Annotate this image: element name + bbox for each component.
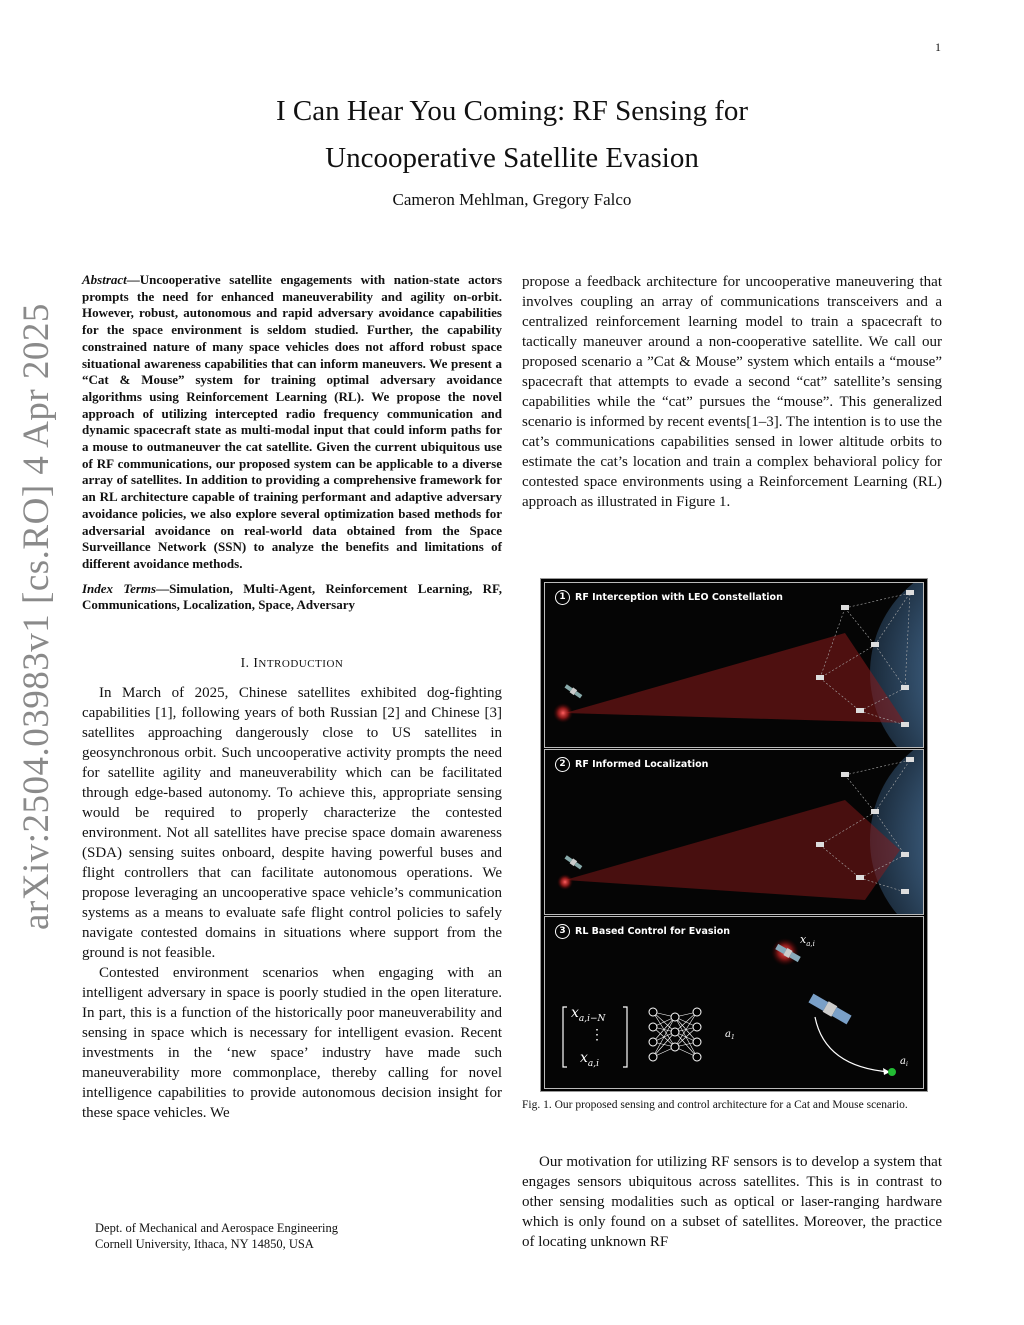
- panel-1-title: [555, 590, 783, 605]
- satellite-icon: [564, 854, 583, 870]
- abstract: [82, 272, 502, 573]
- label-vector-top: $x_{a,i-N}$: [571, 1005, 606, 1024]
- panel-3-illustration: [545, 917, 923, 1088]
- label-ai: $a_i$: [900, 1056, 908, 1068]
- abstract-lead: Abstract: [82, 272, 127, 287]
- neural-network-icon: [649, 1008, 701, 1061]
- affiliation-line-1: Dept. of Mechanical and Aerospace Engineering: [95, 1221, 338, 1235]
- cat-rf-glow: [557, 874, 573, 890]
- author-list: Cameron Mehlman, Gregory Falco: [392, 190, 632, 209]
- affiliation-line-2: Cornell University, Ithaca, NY 14850, USA: [95, 1237, 314, 1251]
- index-terms-lead: Index Terms: [82, 580, 157, 596]
- figure-math-labels: [571, 933, 908, 1069]
- figure-1: [540, 578, 928, 1092]
- figure-caption: Fig. 1. Our proposed sensing and control architecture for a Cat and Mouse scenario.: [522, 1099, 908, 1111]
- right-column-bottom: [522, 1152, 942, 1252]
- panel-2-number: 2: [555, 757, 570, 772]
- label-x-ai: $x_{a,i}$: [800, 933, 815, 948]
- affiliation-footnote: [95, 1220, 338, 1252]
- right-paragraph: propose a feedback architecture for uncooperative maneuvering that involves coupling an array of communications transceivers and a centralized reinforcement learning model to train a spacecraft to tactically maneuver around a non-cooperative satellite. We call our proposed scenario a ”Cat & Mouse” system which entails a “mouse” spacecraft that attempts to evade a second “cat” satellite’s sensing capabilities while the “cat” pursues the “mouse”. This generalized scenario is informed by recent events[1–3]. The intention is to use the cat’s communications capabilities sensed in lower altitude orbits to estimate the cat’s location and train a complex behavioral policy for contested space environments using a Reinforcement Learning (RL) approach as illustrated in Figure 1.: [522, 274, 942, 510]
- motivation-paragraph: Our motivation for utilizing RF sensors is to develop a system that engages sensors ubiquitous across satellites. This is in contrast to other sensing modalities such as optical or laser-ranging hardware which is only found on a subset of satellites. Moreover, the practice of locating unknown RF: [522, 1154, 942, 1250]
- index-terms: [82, 581, 502, 614]
- right-column: [522, 272, 942, 512]
- panel-3-title: [555, 924, 730, 939]
- panel-1-title-text: RF Interception with LEO Constellation: [575, 592, 783, 603]
- target-position-marker: [888, 1068, 896, 1076]
- panel-1-illustration: [545, 583, 923, 747]
- panel-3-title-text: RL Based Control for Evasion: [575, 926, 731, 937]
- rf-beam: [565, 633, 905, 723]
- evasion-path: [815, 1017, 890, 1072]
- section-title-rest: NTRODUCTION: [258, 658, 344, 671]
- label-vector-bottom: $x_{a,i}$: [580, 1050, 600, 1069]
- page-number: 1: [935, 40, 941, 54]
- mouse-satellite-icon: [808, 993, 852, 1025]
- paper-title: I Can Hear You Coming: RF Sensing for Uncooperative Satellite Evasion: [275, 95, 749, 174]
- intro-paragraph-2: Contested environment scenarios when engaging with an intelligent adversary in space is poorly studied in the open literature. In part, this is a function of the historically poor maneuverability and sensing in space which is necessary for intelligent evasion. Recent investments in the ‘new space’ industry have made such maneuverability more commonplace, thereby calling for novel intelligence capabilities to provide autonomous decision insight for these space vehicles. We: [82, 965, 502, 1122]
- label-a1: $a_1$: [725, 1029, 735, 1041]
- panel-2-illustration: [545, 750, 923, 914]
- satellite-icon: [564, 683, 583, 699]
- panel-3-number: 3: [555, 924, 570, 939]
- left-column: [82, 272, 502, 1123]
- section-number: I.: [240, 655, 250, 671]
- rf-localization-beams: [565, 800, 900, 900]
- panel-1-number: 1: [555, 590, 570, 605]
- label-vector-dots: ⋮: [590, 1027, 604, 1043]
- figure-panel-1: [544, 582, 924, 748]
- abstract-text: —Uncooperative satellite engagements with nation-state actors prompts the need for enhanced maneuverability and agility on-orbit. However, robust, autonomous and rapid adversary avoidance capabilities for the space environment is seldom studied. Further, the capability constrained nature of many space vehicles does not afford robust space situational awareness capabilities that can inform maneuvers. We present a “Cat & Mouse” system for training optimal adversary avoidance algorithms using Reinforcement Learning (RL). We propose the novel approach of utilizing intercepted radio frequency communication and dynamic spacecraft state as multi-modal input that could inform paths for a mouse to outmaneuver the cat satellite. Given the current ubiquitous use of RF communications, our proposed system can be applicable to a diverse array of satellites. In addition to providing a comprehensive framework for an RL architecture capable of training performant and adaptive adversary avoidance policies, we also explore several optimization based methods for adversarial avoidance on real-world data obtained from the Space Surveillance Network (SSN) to analyze the benefits and limitations of different avoidance methods.: [82, 272, 502, 571]
- index-terms-text: —Simulation, Multi-Agent, Reinforcement Learning, RF, Communications, Localization, Space, Adversary: [82, 580, 502, 613]
- intro-paragraph-1: In March of 2025, Chinese satellites exhibited dog-fighting capabilities [1], following years of both Russian [2] and Chinese [3] satellites approaching dangerously close to US satellites in geosynchronous orbit. Such uncooperative activity prompts the need for satellite agility and maneuverability which can be facilitated through edge-based autonomy. To achieve this, appropriate sensing would be required to properly characterize the contested environment. Not all satellites have precise space domain awareness (SDA) sensing suites onboard, despite having powerful buses and flight controllers that can facilitate autonomous operations. We propose leveraging an uncooperative space vehicle’s communication systems as a means to evaluate safe flight control policies to safely navigate contested domains in situations where support from the ground is not feasible.: [82, 685, 502, 962]
- section-title-initial: I: [253, 655, 259, 671]
- panel-2-title: [555, 757, 708, 772]
- figure-panel-2: [544, 749, 924, 915]
- section-heading-introduction: [82, 655, 502, 671]
- panel-2-title-text: RF Informed Localization: [575, 759, 709, 770]
- figure-panel-3: [544, 916, 924, 1089]
- cat-rf-glow: [553, 703, 573, 723]
- arxiv-identifier: arXiv:2504.03983v1 [cs.RO] 4 Apr 2025: [16, 303, 57, 930]
